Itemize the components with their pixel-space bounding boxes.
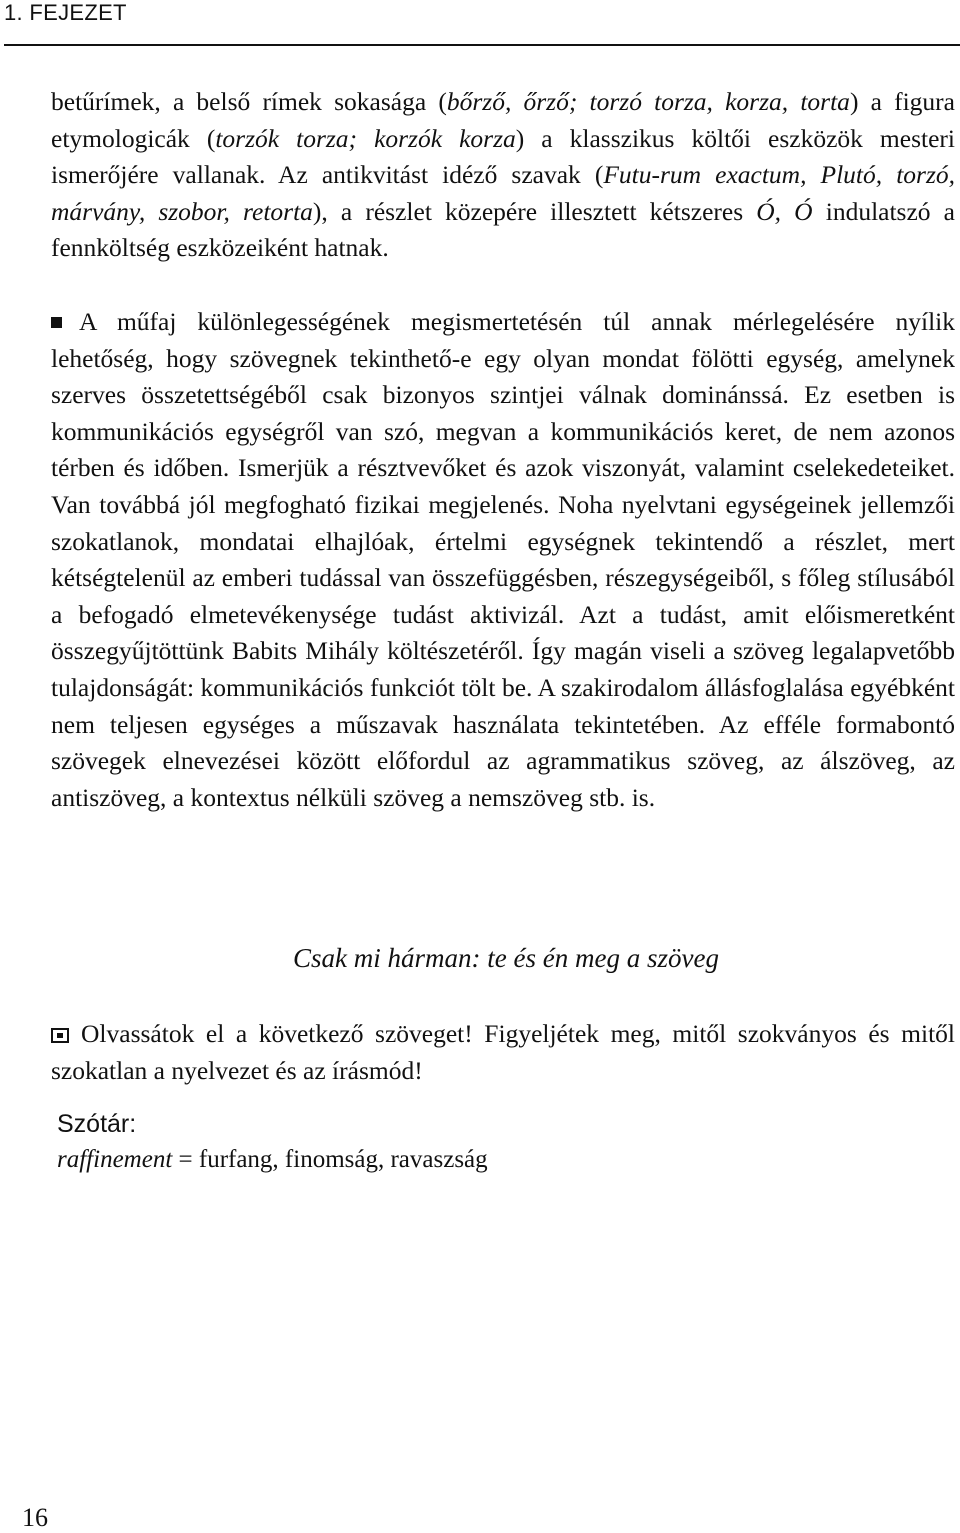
dictionary-entry [57, 1142, 488, 1178]
p1-text-4: ), a részlet közepére illesztett kétszeres [312, 196, 757, 226]
page-number: 16 [22, 1503, 48, 1532]
paragraph-continued: betűrímek, a belső rímek sokasága (bőrző, őrző; torzó torza, korza, torta) a figura etymologicák (torzók torza; korzók korza) a klasszikus költői eszközök mesteri ismerőjére vallanak. Az antikvitást idéző szavak (Futu-rum exactum, Plutó, torzó, márvány, szobor, retorta), a részlet közepére illesztett kétszeres Ó, Ó indulatszó a fennköltség eszközeiként hatnak. [51, 87, 955, 263]
p1-text-5: indulatszó a fennköltség eszközeiként hatnak. [51, 196, 955, 263]
p1-italic-4: Ó, Ó [756, 196, 813, 226]
p1-italic-1: bőrző, őrző; torzó torza, korza, torta [446, 87, 850, 116]
dictionary-definition: = furfang, finomság, ravaszság [172, 1146, 488, 1173]
chapter-header: 1. FEJEZET [4, 0, 127, 25]
p1-italic-3a: Futu [603, 160, 652, 190]
section-title: Csak mi hárman: te és én meg a szöveg [293, 943, 719, 973]
square-bullet-icon [51, 317, 62, 328]
task-icon [51, 1028, 69, 1043]
dictionary-label: Szótár: [57, 1110, 137, 1138]
p1-italic-2: torzók torza; korzók korza [215, 123, 516, 153]
p1-text-1: betűrímek, a belső rímek sokasága ( [51, 87, 447, 116]
paragraph-main [51, 304, 955, 816]
task-paragraph [51, 1016, 955, 1089]
p1-text-3: ) a klasszikus költői eszközök mesteri ismerőjére vallanak. Az antikvitást idéző szavak ( [51, 123, 955, 190]
p2-text: A műfaj különlegességének megismertetésén túl annak mérlegelésére nyílik lehetőség, hogy szövegnek tekinthető-e egy olyan mondat fölötti egység, amelynek szerves összetettségéből csak bizonyos szintjei válnak dominánssá. Ez esetben is kommunikációs egységről van szó, megvan a kommunikációs keret, de nem azonos térben és időben. Ismerjük a résztvevőket és azok viszonyát, valamint cselekedeteiket. Van továbbá jól megfogható fizikai megjelenés. Noha nyelvtani egységeinek jellemzői szokatlanok, mondatai elhajlóak, értelmi egységnek tekintendő a részlet, mert kétségtelenül az emberi tudással van összefüggésben, részegységeiből, s főleg stílusából a befogadó elmetevékenysége tudást aktivizál. Azt a tudást, amit előismeretként összegyűjtöttünk Babits Mihály költészetéről. Így magán viseli a szöveg legalapvetőbb tulajdonságát: kommunikációs funkciót tölt be. A szakirodalom állásfoglalása egyébként nem teljesen egységes a műszavak használata tekintetében. Az efféle formabontó szövegek elnevezései között előfordul az agrammatikus szöveg, az álszöveg, az antiszöveg, a kontextus nélküli szöveg a nemszöveg stb. is. [51, 307, 955, 812]
header-divider [4, 44, 960, 46]
task-text: Olvassátok el a következő szöveget! Figyeljétek meg, mitől szokványos és mitől szokatlan a nyelvezet és az írásmód! [51, 1019, 955, 1085]
dictionary-box [57, 1106, 488, 1178]
dictionary-term: raffinement [57, 1146, 173, 1173]
p1-text-2: ) a figura etymologicák ( [51, 87, 955, 153]
p1-italic-3b: rum exactum, Plutó, torzó, márvány, szobor, retorta [51, 160, 955, 226]
